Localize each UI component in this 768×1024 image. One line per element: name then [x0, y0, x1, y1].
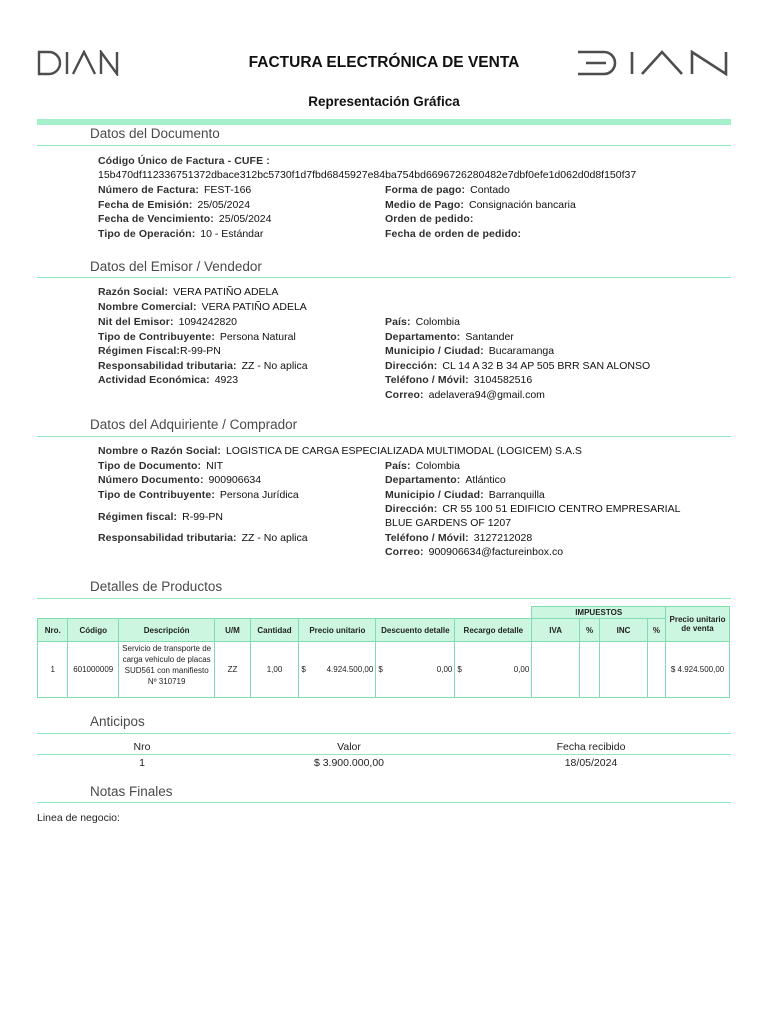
cell-recargo: $ 0,00 — [455, 642, 532, 698]
col-cantidad: Cantidad — [250, 619, 299, 642]
col-precio-venta: Precio unitario de venta — [666, 607, 730, 642]
anticipos-row-valor: $ 3.900.000,00 — [313, 757, 385, 769]
cell-codigo: 601000009 — [68, 642, 119, 698]
adquiriente-contribuyente-field: Tipo de Contribuyente: Persona Jurídica — [98, 489, 299, 501]
adquiriente-direccion-line2: BLUE GARDENS OF 1207 — [385, 517, 512, 529]
section-divider — [37, 802, 731, 803]
section-title-notas: Notas Finales — [90, 784, 173, 799]
adquiriente-regimen-field: Régimen fiscal: R-99-PN — [98, 511, 223, 523]
fecha-emision-field: Fecha de Emisión: 25/05/2024 — [98, 199, 251, 211]
cell-inc — [600, 642, 648, 698]
adquiriente-departamento-field: Departamento: Atlántico — [385, 474, 506, 486]
section-divider — [37, 277, 731, 278]
emisor-responsabilidad-field: Responsabilidad tributaria: ZZ - No aplica — [98, 360, 308, 372]
section-divider — [37, 436, 731, 437]
cell-nro: 1 — [38, 642, 68, 698]
adquiriente-tipo-doc-field: Tipo de Documento: NIT — [98, 460, 224, 472]
col-precio-unitario: Precio unitario — [299, 619, 376, 642]
anticipos-col-fecha: Fecha recibido — [556, 741, 626, 753]
cell-descuento: $ 0,00 — [376, 642, 455, 698]
col-iva: IVA — [532, 619, 580, 642]
section-bar — [37, 119, 731, 125]
products-table — [37, 606, 730, 698]
col-recargo: Recargo detalle — [455, 619, 532, 642]
adquiriente-responsabilidad-field: Responsabilidad tributaria: ZZ - No aplica — [98, 532, 308, 544]
adquiriente-direccion-field: Dirección: CR 55 100 51 EDIFICIO CENTRO EMPRESARIAL — [385, 503, 681, 515]
section-divider — [37, 598, 731, 599]
emisor-nit-field: Nit del Emisor: 1094242820 — [98, 316, 238, 328]
adquiriente-municipio-field: Municipio / Ciudad: Barranquilla — [385, 489, 545, 501]
emisor-regimen-field: Régimen Fiscal:R-99-PN — [98, 345, 221, 357]
impuestos-header: IMPUESTOS — [532, 607, 666, 619]
cell-pct-inc — [647, 642, 665, 698]
emisor-telefono-field: Teléfono / Móvil: 3104582516 — [385, 374, 533, 386]
fecha-orden-field: Fecha de orden de pedido: — [385, 228, 522, 240]
page-subtitle: Representación Gráfica — [308, 94, 460, 109]
cell-precio-unitario: $ 4.924.500,00 — [299, 642, 376, 698]
section-divider — [37, 145, 731, 146]
section-title-productos: Detalles de Productos — [90, 579, 223, 594]
adquiriente-nombre-field: Nombre o Razón Social: LOGISTICA DE CARGA ESPECIALIZADA MULTIMODAL (LOGICEM) S.A.S — [98, 445, 582, 457]
col-nro: Nro. — [38, 619, 68, 642]
emisor-direccion-field: Dirección: CL 14 A 32 B 34 AP 505 BRR SAN ALONSO — [385, 360, 651, 372]
numero-factura-field: Número de Factura: FEST-166 — [98, 184, 252, 196]
emisor-actividad-field: Actividad Económica: 4923 — [98, 374, 239, 386]
orden-pedido-field: Orden de pedido: — [385, 213, 474, 225]
col-pct-inc: % — [647, 619, 665, 642]
fecha-vencimiento-field: Fecha de Vencimiento: 25/05/2024 — [98, 213, 272, 225]
anticipos-row-nro: 1 — [139, 757, 145, 769]
emisor-comercial-field: Nombre Comercial: VERA PATIÑO ADELA — [98, 301, 307, 313]
cell-iva — [532, 642, 580, 698]
tipo-operacion-field: Tipo de Operación: 10 - Estándar — [98, 228, 264, 240]
medio-pago-field: Medio de Pago: Consignación bancaria — [385, 199, 576, 211]
section-divider — [37, 733, 731, 734]
cell-cantidad: 1,00 — [250, 642, 299, 698]
col-descuento: Descuento detalle — [376, 619, 455, 642]
anticipos-row-fecha: 18/05/2024 — [564, 757, 618, 769]
cell-descripcion: Servicio de transporte de carga vehiculo de placas SUD561 con manifiesto Nº 310719 — [119, 642, 215, 698]
cufe-value: 15b470df112336751372dbace312bc5730f1d7fbd6845927e84ba754bd6696726280482e7dbf0efe1d062d0d8f150f37 — [98, 169, 637, 181]
emisor-departamento-field: Departamento: Santander — [385, 331, 514, 343]
section-title-emisor: Datos del Emisor / Vendedor — [90, 259, 262, 274]
cell-precio-venta: $ 4.924.500,00 — [666, 642, 730, 698]
adquiriente-numero-doc-field: Número Documento: 900906634 — [98, 474, 262, 486]
col-descripcion: Descripción — [119, 619, 215, 642]
section-title-documento: Datos del Documento — [90, 126, 220, 141]
adquiriente-correo-field: Correo: 900906634@factureinbox.co — [385, 546, 564, 558]
cell-um: ZZ — [215, 642, 250, 698]
emisor-municipio-field: Municipio / Ciudad: Bucaramanga — [385, 345, 555, 357]
table-row — [38, 642, 730, 698]
anticipos-col-valor: Valor — [337, 741, 361, 753]
col-pct-iva: % — [579, 619, 599, 642]
forma-pago-field: Forma de pago: Contado — [385, 184, 510, 196]
anticipos-col-nro: Nro — [133, 741, 151, 753]
emisor-correo-field: Correo: adelavera94@gmail.com — [385, 389, 545, 401]
anticipos-header-divider — [37, 754, 731, 755]
col-um: U/M — [215, 619, 250, 642]
cell-pct-iva — [579, 642, 599, 698]
emisor-contribuyente-field: Tipo de Contribuyente: Persona Natural — [98, 331, 296, 343]
col-codigo: Código — [68, 619, 119, 642]
page-title: FACTURA ELECTRÓNICA DE VENTA — [248, 54, 520, 71]
section-title-adquiriente: Datos del Adquiriente / Comprador — [90, 417, 298, 432]
emisor-razon-field: Razón Social: VERA PATIÑO ADELA — [98, 286, 279, 298]
adquiriente-pais-field: País: Colombia — [385, 460, 460, 472]
col-inc: INC — [600, 619, 648, 642]
linea-negocio-label: Linea de negocio: — [37, 812, 120, 824]
emisor-pais-field: País: Colombia — [385, 316, 460, 328]
adquiriente-telefono-field: Teléfono / Móvil: 3127212028 — [385, 532, 533, 544]
section-title-anticipos: Anticipos — [90, 714, 145, 729]
cufe-label: Código Único de Factura - CUFE : — [98, 155, 270, 167]
